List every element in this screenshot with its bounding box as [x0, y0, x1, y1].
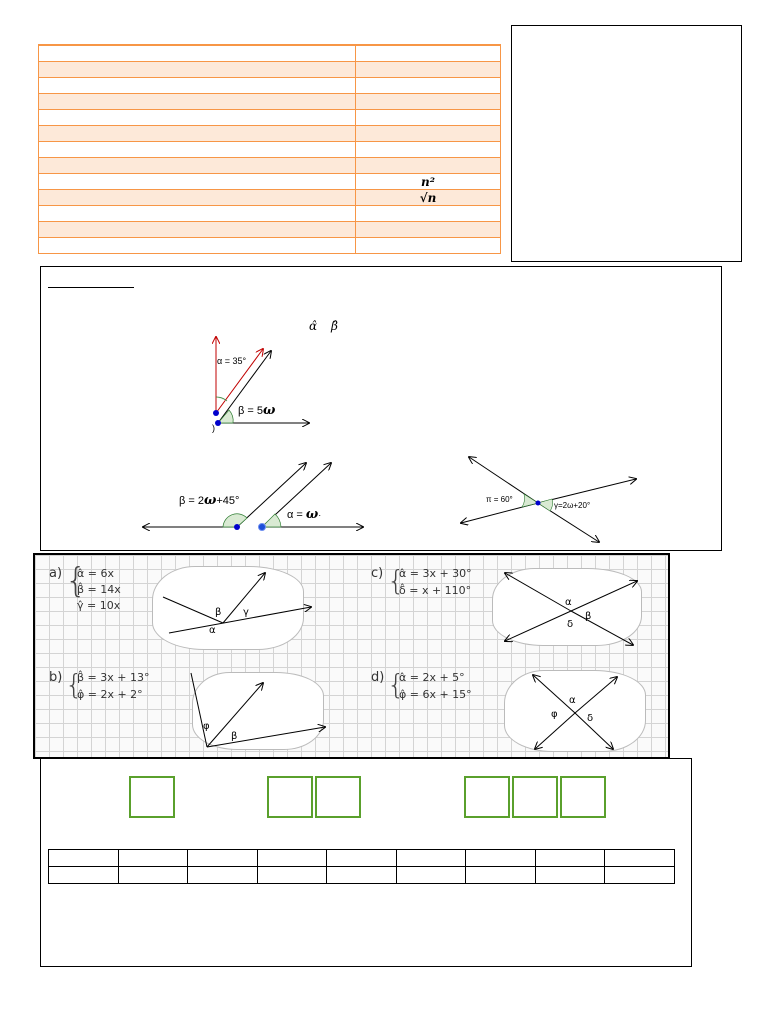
answer-square-2a[interactable] — [267, 776, 313, 818]
orange-table-cell — [39, 190, 356, 206]
bottom-answer-box — [40, 758, 692, 967]
orange-table-row — [39, 238, 501, 254]
exercise-c-system: c) { α̂ = 3x + 30° δ̂ = x + 110° — [371, 564, 472, 597]
answer-square-3c[interactable] — [560, 776, 606, 818]
orange-table-cell — [356, 238, 501, 254]
fig2-beta-label: β = 2ω+45° — [179, 493, 240, 508]
bottom-table-cell[interactable] — [396, 867, 466, 884]
bottom-table-cell[interactable] — [605, 867, 675, 884]
exercise-d-figure — [505, 667, 645, 755]
orange-table-row — [39, 190, 501, 206]
exercise-b-system: b) { β̂ = 3x + 13° φ̂ = 2x + 2° — [49, 668, 150, 701]
orange-table-cell — [39, 94, 356, 110]
orange-table-row — [39, 174, 501, 190]
bottom-table-cell[interactable] — [466, 867, 536, 884]
orange-table-cell — [356, 126, 501, 142]
bottom-table-cell[interactable] — [257, 850, 327, 867]
answer-square-2b[interactable] — [315, 776, 361, 818]
orange-table-cell — [39, 174, 356, 190]
angles-exercise-box — [40, 266, 722, 551]
exercise-a-system: a) { α̂ = 6x β̂ = 14x γ̂ = 10x — [49, 561, 121, 612]
orange-table-cell — [356, 142, 501, 158]
orange-table-cell — [356, 78, 501, 94]
bottom-table-cell[interactable] — [535, 867, 605, 884]
bottom-table-cell[interactable] — [49, 850, 119, 867]
orange-table-cell — [356, 62, 501, 78]
orange-table-cell — [39, 158, 356, 174]
bottom-table-cell[interactable] — [535, 850, 605, 867]
bottom-table-cell[interactable] — [118, 867, 188, 884]
exercise-a-figure — [153, 567, 313, 653]
orange-table-cell — [356, 158, 501, 174]
exercise-d-fig-alpha: α — [569, 695, 576, 706]
orange-table-row — [39, 110, 501, 126]
orange-table-cell — [39, 78, 356, 94]
exercise-a-fig-gamma: γ — [243, 607, 249, 618]
exercise-c-figure — [493, 565, 643, 649]
orange-table-row — [39, 206, 501, 222]
orange-table-cell — [39, 62, 356, 78]
answer-square-1[interactable] — [129, 776, 175, 818]
bottom-empty-table — [48, 849, 675, 884]
bottom-table-row — [49, 867, 675, 884]
orange-table-cell — [356, 94, 501, 110]
bottom-table-cell[interactable] — [49, 867, 119, 884]
orange-table-cell — [39, 222, 356, 238]
bottom-table-cell[interactable] — [466, 850, 536, 867]
empty-answer-box — [511, 25, 742, 262]
exercise-a-fig-beta: β — [215, 607, 222, 618]
orange-table-row — [39, 126, 501, 142]
orange-table-row — [39, 142, 501, 158]
exercise-c-fig-delta: δ — [567, 619, 574, 630]
orange-table-row — [39, 45, 501, 62]
fig1-small-mark: ) — [212, 423, 215, 433]
exercise-c-fig-alpha: α — [565, 597, 572, 608]
bottom-table-cell[interactable] — [257, 867, 327, 884]
exercise-b-fig-beta: β — [231, 731, 238, 742]
fig2-vertex-left — [234, 524, 240, 530]
orange-table-cell — [39, 110, 356, 126]
angle-figures — [41, 267, 721, 550]
bottom-table-cell[interactable] — [327, 850, 397, 867]
exercise-d-system: d) { α̂ = 2x + 5° φ̂ = 6x + 15° — [371, 668, 472, 701]
beta-hat-symbol: β̂ — [331, 319, 338, 333]
exercise-b-fig-phi: φ — [203, 721, 210, 732]
bottom-table-cell[interactable] — [188, 850, 258, 867]
orange-table-cell — [356, 45, 501, 62]
fig3-pi-arc — [522, 494, 538, 507]
figure-2 — [143, 463, 363, 531]
fig3-line-b-end2 — [538, 479, 636, 503]
orange-table-cell — [39, 238, 356, 254]
fig1-vertex-top — [213, 410, 219, 416]
fig2-vertex-right — [259, 524, 266, 531]
orange-table-row — [39, 94, 501, 110]
grid-exercise-box — [33, 553, 670, 759]
fig3-pi-label: π = 60° — [486, 495, 513, 504]
orange-table-cell — [39, 126, 356, 142]
bottom-table-cell[interactable] — [118, 850, 188, 867]
fig3-gamma-arc — [538, 499, 553, 511]
exercise-b-figure — [185, 667, 335, 753]
fig1-beta-label: β = 5ω — [238, 403, 276, 418]
orange-table-cell — [356, 222, 501, 238]
bottom-table-row — [49, 850, 675, 867]
bottom-table-cell[interactable] — [188, 867, 258, 884]
orange-table-cell — [39, 45, 356, 62]
fig2-alpha-label: α = ω· — [287, 507, 322, 522]
bottom-table-cell[interactable] — [605, 850, 675, 867]
orange-table-cell — [356, 110, 501, 126]
orange-table-row — [39, 78, 501, 94]
alpha-hat-symbol: α̂ — [309, 319, 318, 333]
orange-table-cell: n² — [356, 174, 501, 190]
fig1-alpha-label: α = 35° — [217, 356, 247, 366]
bottom-table-cell[interactable] — [327, 867, 397, 884]
fig3-vertex — [536, 501, 541, 506]
exercise-d-fig-delta: δ — [587, 713, 594, 724]
orange-table-cell: √n — [356, 190, 501, 206]
orange-table-cell — [39, 206, 356, 222]
orange-table-cell — [39, 142, 356, 158]
exercise-a-fig-alpha: α — [209, 625, 216, 636]
bottom-table-cell[interactable] — [396, 850, 466, 867]
fig1-vertex-bottom — [215, 420, 221, 426]
orange-table-row — [39, 222, 501, 238]
orange-table — [38, 44, 501, 254]
fig1-alpha-arc — [216, 397, 227, 401]
answer-square-3a[interactable] — [464, 776, 510, 818]
exercise-d-fig-phi: φ — [551, 709, 558, 720]
orange-table-row — [39, 158, 501, 174]
orange-table-cell — [356, 206, 501, 222]
answer-square-3b[interactable] — [512, 776, 558, 818]
exercise-c-fig-beta: β — [585, 611, 592, 622]
orange-table-row — [39, 62, 501, 78]
fig3-gamma-label: γ=2ω+20° — [554, 501, 591, 510]
